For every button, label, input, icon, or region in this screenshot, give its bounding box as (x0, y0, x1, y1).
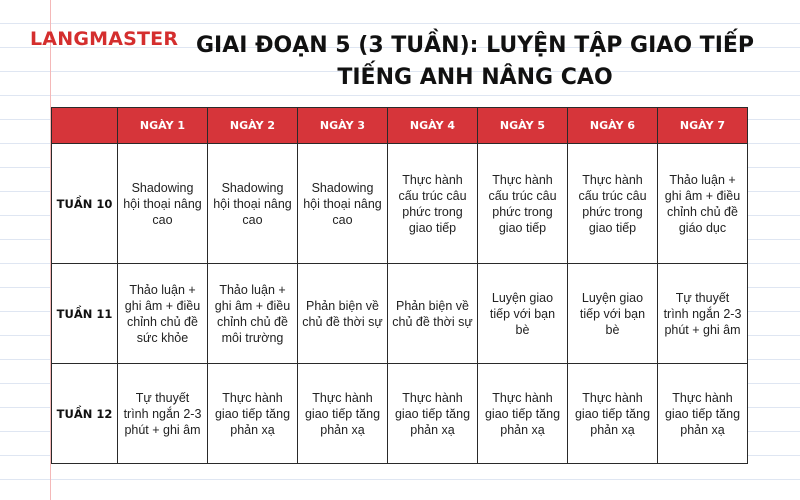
table-cell: Phản biện về chủ đề thời sự (298, 264, 388, 364)
table-cell: Thực hành cấu trúc câu phức trong giao tiếp (568, 144, 658, 264)
table-cell: Thực hành cấu trúc câu phức trong giao tiếp (478, 144, 568, 264)
table-row-week-12 (52, 364, 748, 464)
table-cell: Thực hành giao tiếp tăng phản xạ (298, 364, 388, 464)
header-cell-day-1: NGÀY 1 (118, 108, 208, 144)
table-cell: Thực hành giao tiếp tăng phản xạ (568, 364, 658, 464)
page-title-line-2: TIẾNG ANH NÂNG CAO (337, 65, 613, 90)
week-label: TUẦN 12 (52, 364, 118, 464)
header-cell-day-2: NGÀY 2 (208, 108, 298, 144)
header-cell-corner (52, 108, 118, 144)
header-cell-day-3: NGÀY 3 (298, 108, 388, 144)
table-cell: Thực hành giao tiếp tăng phản xạ (478, 364, 568, 464)
table-cell: Thực hành giao tiếp tăng phản xạ (388, 364, 478, 464)
page-title-line-1: GIAI ĐOẠN 5 (3 TUẦN): LUYỆN TẬP GIAO TIẾP (195, 33, 755, 58)
table-cell: Thực hành cấu trúc câu phức trong giao tiếp (388, 144, 478, 264)
table-cell: Thảo luận + ghi âm + điều chỉnh chủ đề sức khỏe (118, 264, 208, 364)
langmaster-logo: LANGMASTER (30, 28, 179, 50)
table-cell: Shadowing hội thoại nâng cao (118, 144, 208, 264)
header-cell-day-4: NGÀY 4 (388, 108, 478, 144)
table-cell: Thực hành giao tiếp tăng phản xạ (658, 364, 748, 464)
table-cell: Shadowing hội thoại nâng cao (298, 144, 388, 264)
study-schedule-table (51, 107, 748, 464)
page-title (190, 30, 760, 94)
table-cell: Phản biện về chủ đề thời sự (388, 264, 478, 364)
table-row-week-11 (52, 264, 748, 364)
week-label: TUẦN 11 (52, 264, 118, 364)
table-cell: Tự thuyết trình ngắn 2-3 phút + ghi âm (118, 364, 208, 464)
table-cell: Thảo luận + ghi âm + điều chỉnh chủ đề giáo dục (658, 144, 748, 264)
header-cell-day-5: NGÀY 5 (478, 108, 568, 144)
table-cell: Thảo luận + ghi âm + điều chỉnh chủ đề môi trường (208, 264, 298, 364)
table-cell: Luyện giao tiếp với bạn bè (478, 264, 568, 364)
table-cell: Shadowing hội thoại nâng cao (208, 144, 298, 264)
header-cell-day-7: NGÀY 7 (658, 108, 748, 144)
table-header-row (52, 108, 748, 144)
header-cell-day-6: NGÀY 6 (568, 108, 658, 144)
table-cell: Luyện giao tiếp với bạn bè (568, 264, 658, 364)
week-label: TUẦN 10 (52, 144, 118, 264)
table-cell: Tự thuyết trình ngắn 2-3 phút + ghi âm (658, 264, 748, 364)
table-cell: Thực hành giao tiếp tăng phản xạ (208, 364, 298, 464)
table-row-week-10 (52, 144, 748, 264)
